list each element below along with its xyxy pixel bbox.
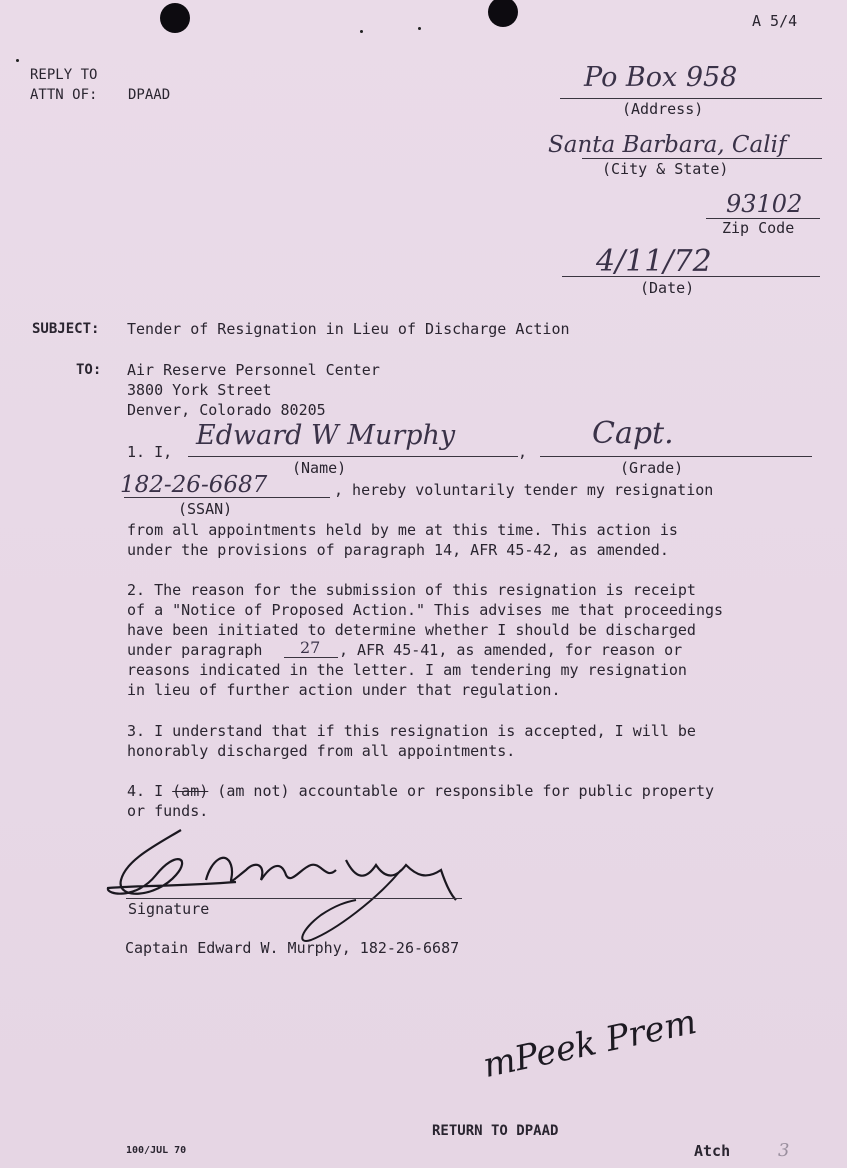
signature-label: Signature xyxy=(128,900,210,918)
grade-handwritten: Capt. xyxy=(592,416,674,451)
para2-line2: of a "Notice of Proposed Action." This advises me that proceedings xyxy=(127,601,724,619)
city-handwritten: Santa Barbara, Calif xyxy=(548,132,787,158)
para2-line3: have been initiated to determine whether I should be discharged xyxy=(127,621,696,639)
reply-to-label: REPLY TO xyxy=(30,67,98,83)
date-line xyxy=(562,276,820,277)
para1-prefix: 1. I, xyxy=(127,443,173,461)
speck xyxy=(360,30,363,33)
para4-prefix: 4. I xyxy=(127,782,173,800)
para1-comma: , xyxy=(518,443,528,461)
para1-line3: from all appointments held by me at this time. This action is xyxy=(127,521,678,539)
para4-rest: (am not) accountable or responsible for public property xyxy=(208,782,715,800)
para4-struck-option: (am) xyxy=(172,782,209,800)
ssan-label: (SSAN) xyxy=(178,500,233,518)
punch-hole-right xyxy=(488,0,518,27)
speck xyxy=(16,59,19,62)
address-label: (Address) xyxy=(622,100,704,118)
para3-line2: honorably discharged from all appointments. xyxy=(127,742,516,760)
page-reference: A 5/4 xyxy=(752,12,798,30)
name-label: (Name) xyxy=(292,459,347,477)
subject-text: Tender of Resignation in Lieu of Discharge Action xyxy=(127,320,570,338)
address-handwritten: Po Box 958 xyxy=(584,62,738,93)
para2-line4-a: under paragraph xyxy=(127,641,263,659)
para2-line5: reasons indicated in the letter. I am tendering my resignation xyxy=(127,661,687,679)
paragraph-number-line xyxy=(284,657,338,658)
name-handwritten: Edward W Murphy xyxy=(196,420,456,451)
atch-number-handwritten: 3 xyxy=(778,1140,790,1161)
date-handwritten: 4/11/72 xyxy=(596,244,712,279)
to-label: TO: xyxy=(76,362,102,378)
para1-line2: , hereby voluntarily tender my resignation xyxy=(334,481,714,499)
printed-name: Captain Edward W. Murphy, 182-26-6687 xyxy=(125,939,460,957)
speck xyxy=(418,27,421,30)
subject-label: SUBJECT: xyxy=(32,321,100,337)
para2-line4-b: , AFR 45-41, as amended, for reason or xyxy=(339,641,683,659)
reply-to-value: DPAAD xyxy=(128,87,171,103)
signature-line xyxy=(126,898,462,899)
to-address-line: 3800 York Street xyxy=(127,381,272,399)
atch-label: Atch xyxy=(694,1142,731,1160)
para2-line6: in lieu of further action under that regulation. xyxy=(127,681,561,699)
to-address-line: Denver, Colorado 80205 xyxy=(127,401,326,419)
to-address-line: Air Reserve Personnel Center xyxy=(127,361,380,379)
ssan-handwritten: 182-26-6687 xyxy=(120,472,268,498)
para1-line4: under the provisions of paragraph 14, AFR 45-42, as amended. xyxy=(127,541,669,559)
return-to-text: RETURN TO DPAAD xyxy=(432,1123,559,1139)
grade-label: (Grade) xyxy=(620,459,684,477)
grade-line xyxy=(540,456,812,457)
para4-line1 xyxy=(127,782,714,800)
punch-hole-left xyxy=(160,3,190,33)
city-label: (City & State) xyxy=(602,160,729,178)
zip-label: Zip Code xyxy=(722,219,795,237)
form-id: 100/JUL 70 xyxy=(126,1145,187,1156)
ssan-line xyxy=(124,497,330,498)
name-line xyxy=(188,456,518,457)
handwritten-initials-note: mPeek Prem xyxy=(479,1001,700,1086)
para3-line1: 3. I understand that if this resignation is accepted, I will be xyxy=(127,722,696,740)
address-line xyxy=(560,98,822,99)
para4-line2: or funds. xyxy=(127,802,209,820)
attn-of-label: ATTN OF: xyxy=(30,87,98,103)
zip-handwritten: 93102 xyxy=(726,190,803,218)
date-label: (Date) xyxy=(640,279,695,297)
city-line xyxy=(582,158,822,159)
paragraph-number-handwritten: 27 xyxy=(300,638,321,657)
para2-line1: 2. The reason for the submission of this resignation is receipt xyxy=(127,581,696,599)
